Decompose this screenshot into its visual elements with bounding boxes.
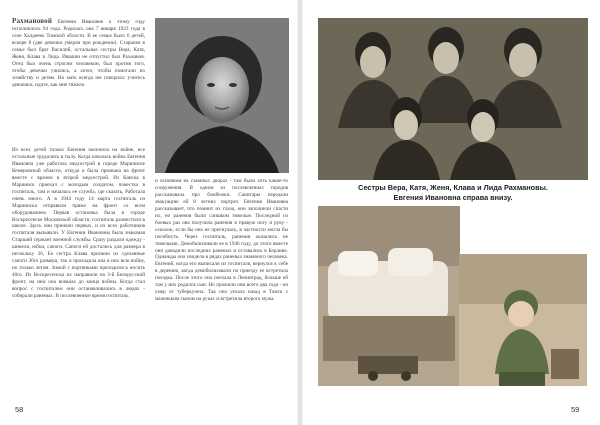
group-photo [318, 18, 588, 180]
child-photo [459, 254, 587, 386]
sisters-image [318, 18, 588, 180]
caption-line-1: Сестры Вера, Катя, Женя, Клава и Лида Рахмановы. [358, 183, 548, 192]
first-word: Рахмановой [12, 17, 53, 25]
page-number-right: 59 [571, 405, 580, 414]
child-image [459, 254, 587, 386]
text-column-2 [155, 178, 288, 303]
text-column-3 [12, 147, 145, 300]
text-column-1 [12, 18, 145, 89]
portrait-photo [155, 18, 289, 173]
caption-line-2: Евгения Ивановна справа внизу. [393, 192, 513, 202]
portrait-image [155, 18, 289, 173]
paragraph-war: Из всех детей только Евгения окончила на войне, все остальные трудились в тылу. Когда началась война Евгения Ивановна уже работала медсестрой в городе Мариинске Кемеровской области, откуда и была призвана на фронт вместе с врачом и второй медсестрой. Из Канска в Мариинск приехал с молодым солдатом, повестка в госпиталь, там и началась ее служба, где сказать, Работала очень много. А в 1944 году 14 марта госпиталь из Мариинска отправили прямо на фронт со всем оборудованием. Первая остановка была в городе Воскресенске Московской области, госпиталь разместили в школе. Здесь они приняли первых, и их всех работников госпиталя вызывали. У Евгении Ивановны была знакомая Старший сержант военной службы. Сразу раздали одежду - шинели, юбки, сапоги. Сапоги ей достались для размера в нескольку 36, Ее сестра Клава присвою из сделанные сапоги 36го размера, так и проходила она в них всю войну, но только летом. Зимой с портянками приходилось носить 40го. Из Воскресенска их направили на 3-й Белорусский фронт, на нем она воевала до конца войны. Когда стал вопрос с госпиталем они останавливались в людях - собирали раненых. В послевоенное время госпиталь [12, 147, 145, 300]
bed-photo [318, 206, 460, 386]
paragraph-continued: и основном на съемных дворах - там были хоть какие-то сооружения. В одном из послевоенных городов рассказывала про бомбежки. Санитары передали эвакуацию ей 8 летних портрет. Евгения Ивановна рассказывает, что помнит их глаза, они заполнили спасти их, но ранения были слишком тяжелые. Последний из боевых раз она получила ранения в правую ногу и руку - осколок, если бы она не пригнулась, в частности могла бы погибнуть. Через госпиталь, ранения оказались не тяжелыми. Демобилизовали ее в 1946 году, до этого вместе они доводили последних раненых и оставались в Берлине. Однажды она увидела в рядах раненых знакомого человека. Евгений, когда его выписали из госпиталя, вернулся к себе в деревню, когда демобилизовали по приезду ее встретила поездка. После этого она поехала в Ленинград, больше ей там у них родился сын. Но прожили они всего два года - он умер от туберкулеза. Так она уехала назад в Томск с маленьким сыном на руках и встретила второго мужа. [155, 178, 288, 303]
book-gutter [297, 0, 303, 425]
paragraph-text: Евгении Ивановне к этому году исполнилось 94 года. Родилась она 7 января 1923 года в селе Халдеево Томской области. В ее семье было 6 детей, вскоре 8 (две девочки умерли при рождении). Старшим в семье был брат Василий, остальные сестры Вера, Катя, Женя, Клава и Лида. Ивашин не отпустил был Рахманов. Отец был очень строгим человеком, был против того, чтобы девочки учились, а хотел, чтобы помогали по хозяйству и детям. Но мать всегда им говорила: учитесь девчонки, идите, как мне тяжело. [12, 19, 145, 88]
paragraph-intro [12, 18, 145, 89]
page-number-left: 58 [15, 405, 24, 414]
photo-caption [318, 183, 588, 202]
bed-image [318, 206, 460, 386]
